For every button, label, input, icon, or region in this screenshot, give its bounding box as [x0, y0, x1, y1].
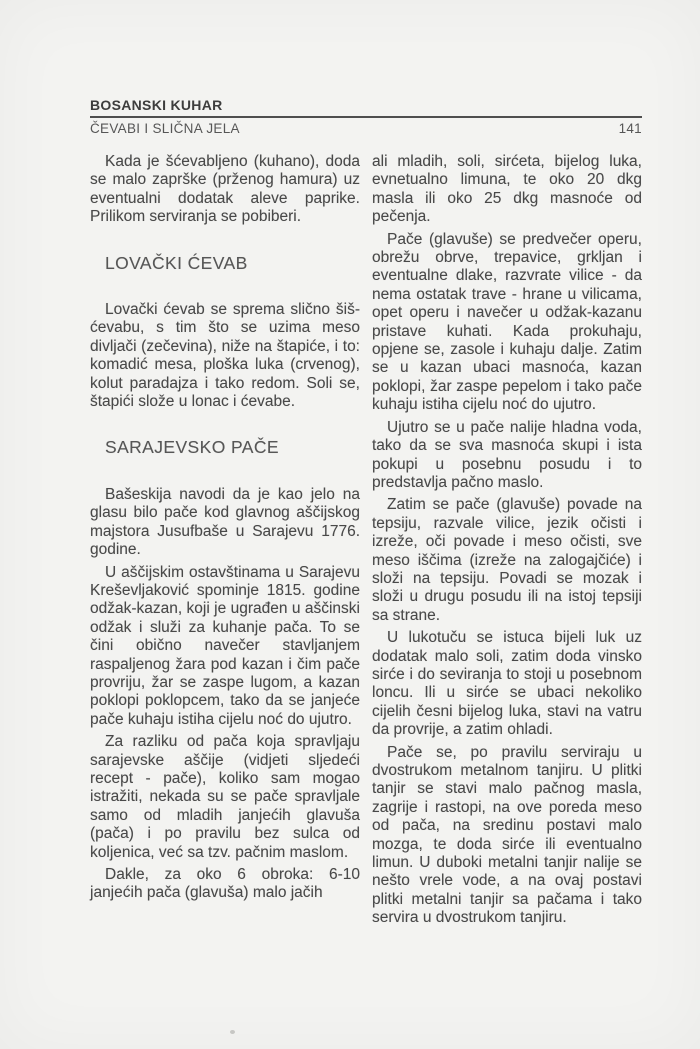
section-heading: LOVAČKI ĆEVAB — [105, 252, 248, 273]
left-column — [90, 153, 360, 932]
body-paragraph: Ujutro se u pače nalije hladna voda, tako da se sva masnoća skupi i ista pokupi u posebnu posudu i to predstavlja pačno maslo. — [372, 418, 642, 491]
body-paragraph: Lovački ćevab se sprema slično šiš-ćevabu, s tim što se uzima meso divljači (zečevina), niže na štapiće, i to: komadić mesa, ploška luka (crvenog), kolut paradajza i tako redom. Soli se, štapići slože u lonac i ćevabe. — [90, 301, 360, 411]
book-title: BOSANSKI KUHAR — [90, 97, 642, 118]
text-columns — [90, 153, 642, 932]
text-block — [90, 0, 642, 932]
body-paragraph: Za razliku od pača koja spravljaju sarajevske aščije (vidjeti sljedeći recept - pače), koliko sam mogao istražiti, nekada su se pače spravljale samo od mladih janjećih glavuša (pača) i po pravilu bez sulca od koljenica, već sa tzv. pačnim maslom. — [90, 733, 360, 861]
scan-speck — [230, 1030, 235, 1034]
body-paragraph: Bašeskija navodi da je kao jelo na glasu bilo pače kod glavnog aščijskog majstora Jusufbaše u Sarajevu 1776. godine. — [90, 485, 360, 559]
body-paragraph: Kada je šćevabljeno (kuhano), doda se malo zaprške (prženog hamura) uz eventualni dodatak aleve paprike. Prilikom serviranja se pobiberi. — [90, 153, 360, 226]
chapter-title: ČEVABI I SLIČNA JELA — [90, 121, 240, 136]
running-head — [90, 121, 642, 136]
body-paragraph: Pače (glavuše) se predvečer operu, obrežu obrve, trepavice, grkljan i eventualne dlake, razvrate vilice - da nema ostatak trave - hrane u vilicama, opet operu i navečer u odžak-kazanu pristave kuhati. Kada prokuhaju, opjene se, zasole i kuhaju dalje. Zatim se u kazan ubaci masnoća, kazan poklopi, žar zaspe pepelom i tako pače kuhaju istiha cijelu noć do ujutro. — [372, 230, 642, 414]
page-number: 141 — [618, 121, 642, 136]
right-column — [372, 153, 642, 932]
body-paragraph: Pače se, po pravilu serviraju u dvostrukom metalnom tanjiru. U plitki tanjir se stavi malo pačnog masla, zagrije i rastopi, na ove poreda meso od pača, na sredinu postavi malo mozga, te doda sirće ili eventualno limun. U duboki metalni tanjir nalije se nešto vrele vode, a na ovaj postavi plitki metalni tanjir sa pačama i tako servira u dvostrukom tanjiru. — [372, 743, 642, 927]
page-header — [90, 97, 642, 136]
body-paragraph: Dakle, za oko 6 obroka: 6-10 janjećih pača (glavuša) malo jačih — [90, 866, 360, 902]
body-paragraph: ali mladih, soli, sirćeta, bijelog luka, evnetualno limuna, te oko 20 dkg masla ili oko 25 dkg masnoće od pečenja. — [372, 153, 642, 226]
section-heading: SARAJEVSKO PAČE — [105, 437, 279, 458]
body-paragraph: Zatim se pače (glavuše) povade na tepsiju, razvale vilice, jezik očisti i izreže, oči povade i meso očisti, sve meso iščima (izreže na zalogajčiće) i složi na tepsiju. Povadi se mozak i složi u drugu posudu ili na istoj tepsiji sa strane. — [372, 496, 642, 624]
body-paragraph: U aščijskim ostavštinama u Sarajevu Kreševljaković spominje 1815. godine odžak-kazan, koji je ugrađen u aščinski odžak i služi za kuhanje pača. To se čini obično navečer stavljanjem raspaljenog žara pod kazan i čim pače provriju, žar se zaspe lugom, a kazan poklopi poklopcem, tako da se janjeće pače kuhaju istiha cijelu noć do ujutro. — [90, 563, 360, 728]
body-paragraph: U lukotuču se istuca bijeli luk uz dodatak malo soli, zatim doda vinsko sirće i do seviranja to stoji u posebnom loncu. Ili u sirće se ubaci nekoliko cijelih česni bijelog luka, stavi na vatru da provrije, a zatim ohladi. — [372, 629, 642, 739]
